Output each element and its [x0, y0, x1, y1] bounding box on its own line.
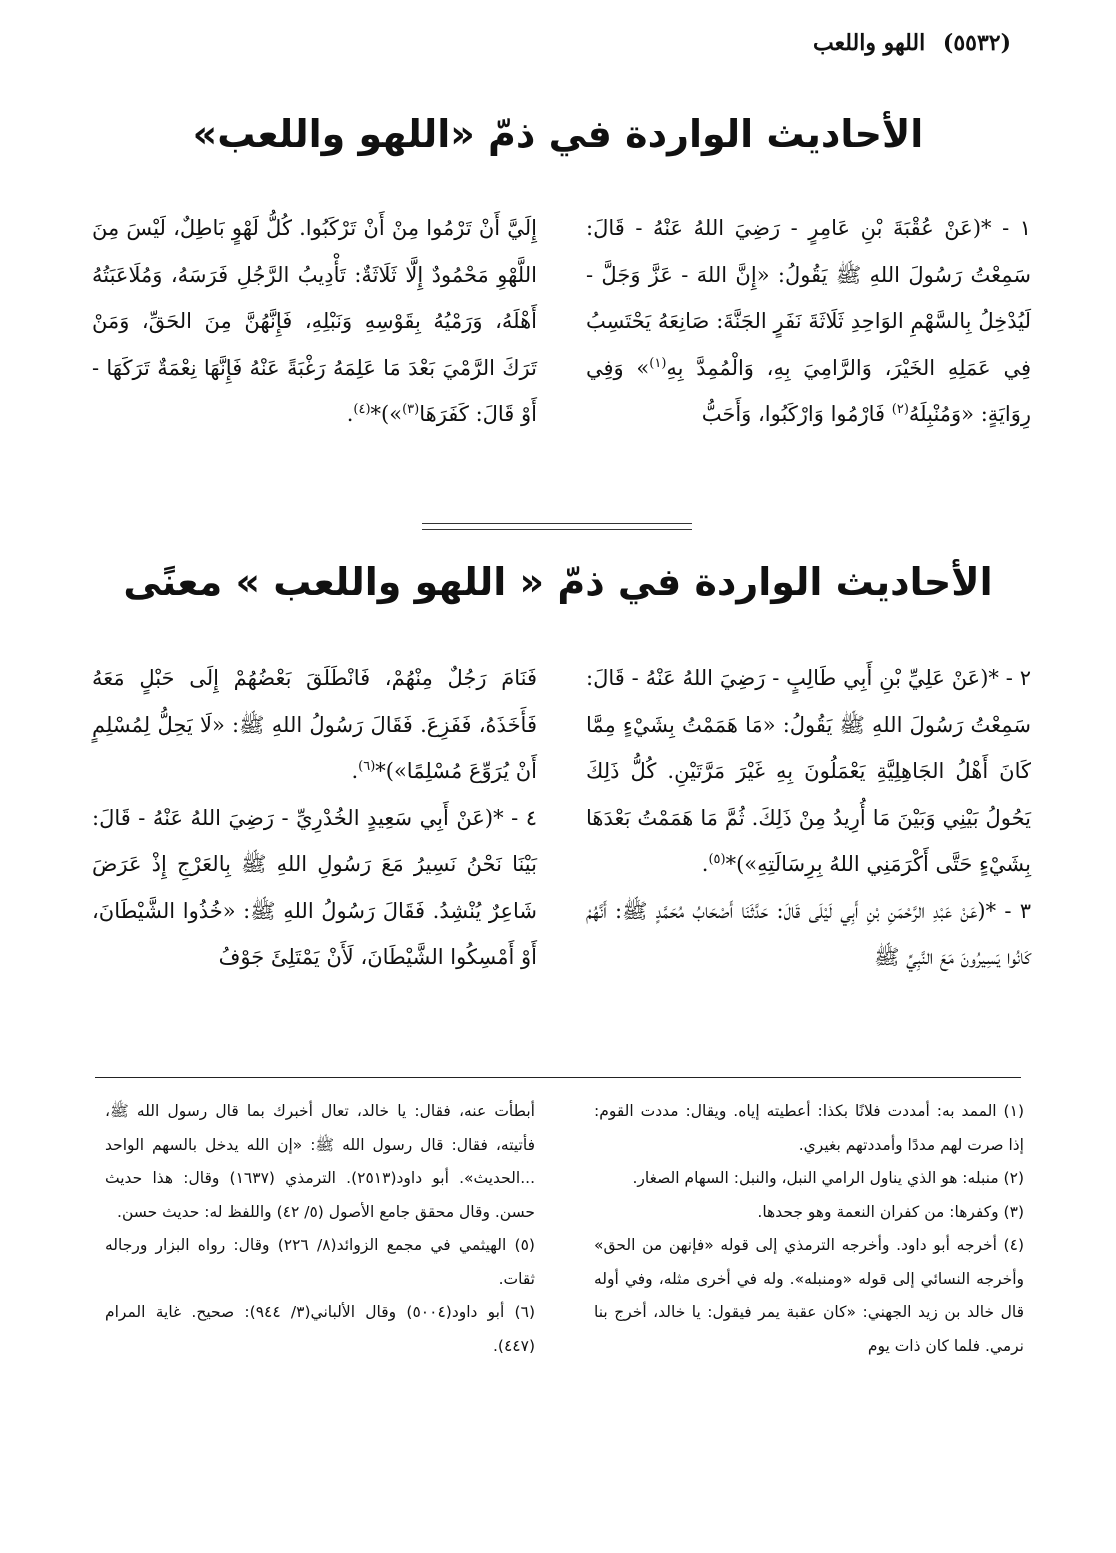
hadith-2-text: ٢ - *(عَنْ عَلِيِّ بْنِ أَبِي طَالِبٍ - رَضِيَ اللهُ عَنْهُ - قَالَ: سَمِعْتُ رَسُولَ اللهِ ﷺ يَقُولُ: «مَا هَمَمْتُ بِشَيْءٍ مِمَّا كَانَ أَهْلُ الجَاهِلِيَّةِ يَعْمَلُونَ بِهِ غَيْرَ مَرَّتَيْنِ. كُلُّ ذَلِكَ يَحُولُ بَيْنِي وَبَيْنَ مَا أُرِيدُ مِنْ ذَلِكَ. ثُمَّ مَا هَمَمْتُ بَعْدَهَا بِشَيْءٍ حَتَّى أَكْرَمَنِي اللهُ بِرِسَالَتِهِ»)*	[586, 666, 1031, 876]
footnote-ref-1: (١)	[649, 355, 667, 371]
hadith-1-continued	[92, 205, 537, 438]
footnote-4: (٤) أخرجه أبو داود. وأخرجه الترمذي إلى قوله «فإنهن من الحق» وأخرجه النسائي إلى قوله «ومنبله». وله في أخرى مثله، وفي أوله قال خالد بن زيد الجهني: «كان عقبة يمر فيقول: يا خالد، أخرج بنا نرمي. فلما كان ذات يوم	[594, 1236, 1024, 1355]
footnote-ref-2: (٢)	[891, 402, 909, 417]
hadith-1-text-a: ١ - *(عَنْ عُقْبَةَ بْنِ عَامِرٍ - رَضِيَ اللهُ عَنْهُ - قَالَ: سَمِعْتُ رَسُولَ اللهِ ﷺ يَقُولُ: «إِنَّ اللهَ - عَزَّ وَجَلَّ - لَيُدْخِلُ بِالسَّهْمِ الوَاحِدِ ثَلَاثَةَ نَفَرٍ الجَنَّةَ: صَانِعَهُ يَحْتَسِبُ فِي عَمَلِهِ الخَيْرَ، وَالرَّامِيَ بِهِ، وَالْمُمِدَّ بِهِ	[586, 216, 1031, 380]
footnote-4-continued: أبطأت عنه، فقال: يا خالد، تعال أخبرك بما قال رسول الله ﷺ، فأتيته، فقال: قال رسول الله ﷺ: «إن الله يدخل بالسهم الواحد ...الحديث». أبو داود(٢٥١٣). الترمذي (١٦٣٧) وقال: هذا حديث حسن. وقال محقق جامع الأصول (٥/ ٤٢) واللفظ له: حديث حسن.	[105, 1102, 535, 1221]
hadith-2-end: .	[701, 852, 709, 876]
running-title: اللهو واللعب	[813, 30, 926, 56]
footnote-ref-4: (٤)	[353, 402, 371, 417]
hadith-1-cont-text-b: »)*	[370, 402, 403, 426]
hadith-1-cont-text-c: .	[346, 402, 354, 426]
footnote-2: (٢) منبله: هو الذي يناول الرامي النبل، والنبل: السهام الصغار.	[632, 1169, 1024, 1187]
footnotes-right-column	[594, 1095, 1024, 1363]
hadith-3-cont-text: فَنَامَ رَجُلٌ مِنْهُمْ، فَانْطَلَقَ بَعْضُهُمْ إِلَى حَبْلٍ مَعَهُ فَأَخَذَهُ، فَفَزِعَ. فَقَالَ رَسُولُ اللهِ ﷺ: «لَا يَحِلُّ لِمُسْلِمٍ أَنْ يُرَوِّعَ مُسْلِمًا»)*	[92, 666, 537, 783]
section1-right-column	[586, 205, 1031, 495]
hadith-1-cont-text-a: إِلَيَّ أَنْ تَرْمُوا مِنْ أَنْ تَرْكَبُوا. كُلُّ لَهْوٍ بَاطِلٌ، لَيْسَ مِنَ اللَّهْوِ مَحْمُودٌ إِلَّا ثَلَاثَةٌ: تَأْدِيبُ الرَّجُلِ فَرَسَهُ، وَمُلَاعَبَتُهُ أَهْلَهُ، وَرَمْيُهُ بِقَوْسِهِ وَنَبْلِهِ، فَإِنَّهُنَّ مِنَ الحَقِّ، وَمَنْ تَرَكَ الرَّمْيَ بَعْدَ مَا عَلِمَهُ رَغْبَةً عَنْهُ فَإِنَّهَا نِعْمَةٌ تَرَكَهَا - أَوْ قَالَ: كَفَرَهَا	[92, 216, 537, 426]
footnote-6: (٦) أبو داود(٥٠٠٤) وقال الألباني(٣/ ٩٤٤): صحيح. غاية المرام (٤٤٧).	[105, 1303, 535, 1355]
running-header	[813, 30, 1011, 56]
section1-left-column	[92, 205, 537, 495]
footnote-1: (١) الممد به: أمددت فلانًا بكذا: أعطيته إياه. ويقال: مددت القوم: إذا صرت لهم مددًا وأمددتهم بغيري.	[594, 1102, 1024, 1154]
section-divider	[422, 523, 692, 530]
footnote-ref-5: (٥)	[708, 852, 726, 867]
hadith-1	[586, 205, 1031, 438]
footnote-ref-3: (٣)	[402, 402, 420, 417]
footnote-separator	[95, 1077, 1021, 1078]
hadith-1-text-c: فَارْمُوا وَارْكَبُوا، وَأَحَبُّ	[701, 402, 892, 426]
hadith-2	[586, 655, 1031, 888]
footnotes-left-column	[105, 1095, 535, 1363]
section2-right-column	[586, 655, 1031, 1050]
hadith-3: ٣ - *(عَنْ عَبْدِ الرَّحْمَنِ بْنِ أَبِي لَيْلَى قَالَ: حَدَّثَنَا أَصْحَابُ مُحَمَّدٍ ﷺ: أَنَّهُمْ كَانُوا يَسِيرُونَ مَعَ النَّبِيِّ ﷺ	[586, 898, 1031, 969]
hadith-3-continued	[92, 655, 537, 795]
hadith-1-text-b: » وَفِي رِوَايَةٍ: «وَمُنْبِلَهُ	[586, 355, 1031, 426]
section-title-1: الأحاديث الواردة في ذمّ «اللهو واللعب»	[192, 112, 924, 156]
page-number: (٥٥٣٢)	[942, 30, 1011, 56]
hadith-4: ٤ - *(عَنْ أَبِي سَعِيدٍ الخُدْرِيِّ - رَضِيَ اللهُ عَنْهُ - قَالَ: بَيْنَا نَحْنُ نَسِيرُ مَعَ رَسُولِ اللهِ ﷺ بِالعَرْجِ إِذْ عَرَضَ شَاعِرٌ يُنْشِدُ. فَقَالَ رَسُولُ اللهِ ﷺ: «خُذُوا الشَّيْطَانَ، أَوْ أَمْسِكُوا الشَّيْطَانَ، لَأَنْ يَمْتَلِئَ جَوْفُ	[92, 805, 537, 969]
footnote-ref-6: (٦)	[358, 759, 376, 774]
section2-left-column	[92, 655, 537, 1050]
footnote-3: (٣) وكفرها: من كفران النعمة وهو جحدها.	[757, 1202, 1024, 1221]
hadith-3-end: .	[351, 759, 359, 783]
section-title-2: الأحاديث الواردة في ذمّ « اللهو واللعب » معنًى	[123, 560, 993, 604]
footnote-5: (٥) الهيثمي في مجمع الزوائد(٨/ ٢٢٦) وقال: رواه البزار ورجاله ثقات.	[105, 1236, 535, 1288]
